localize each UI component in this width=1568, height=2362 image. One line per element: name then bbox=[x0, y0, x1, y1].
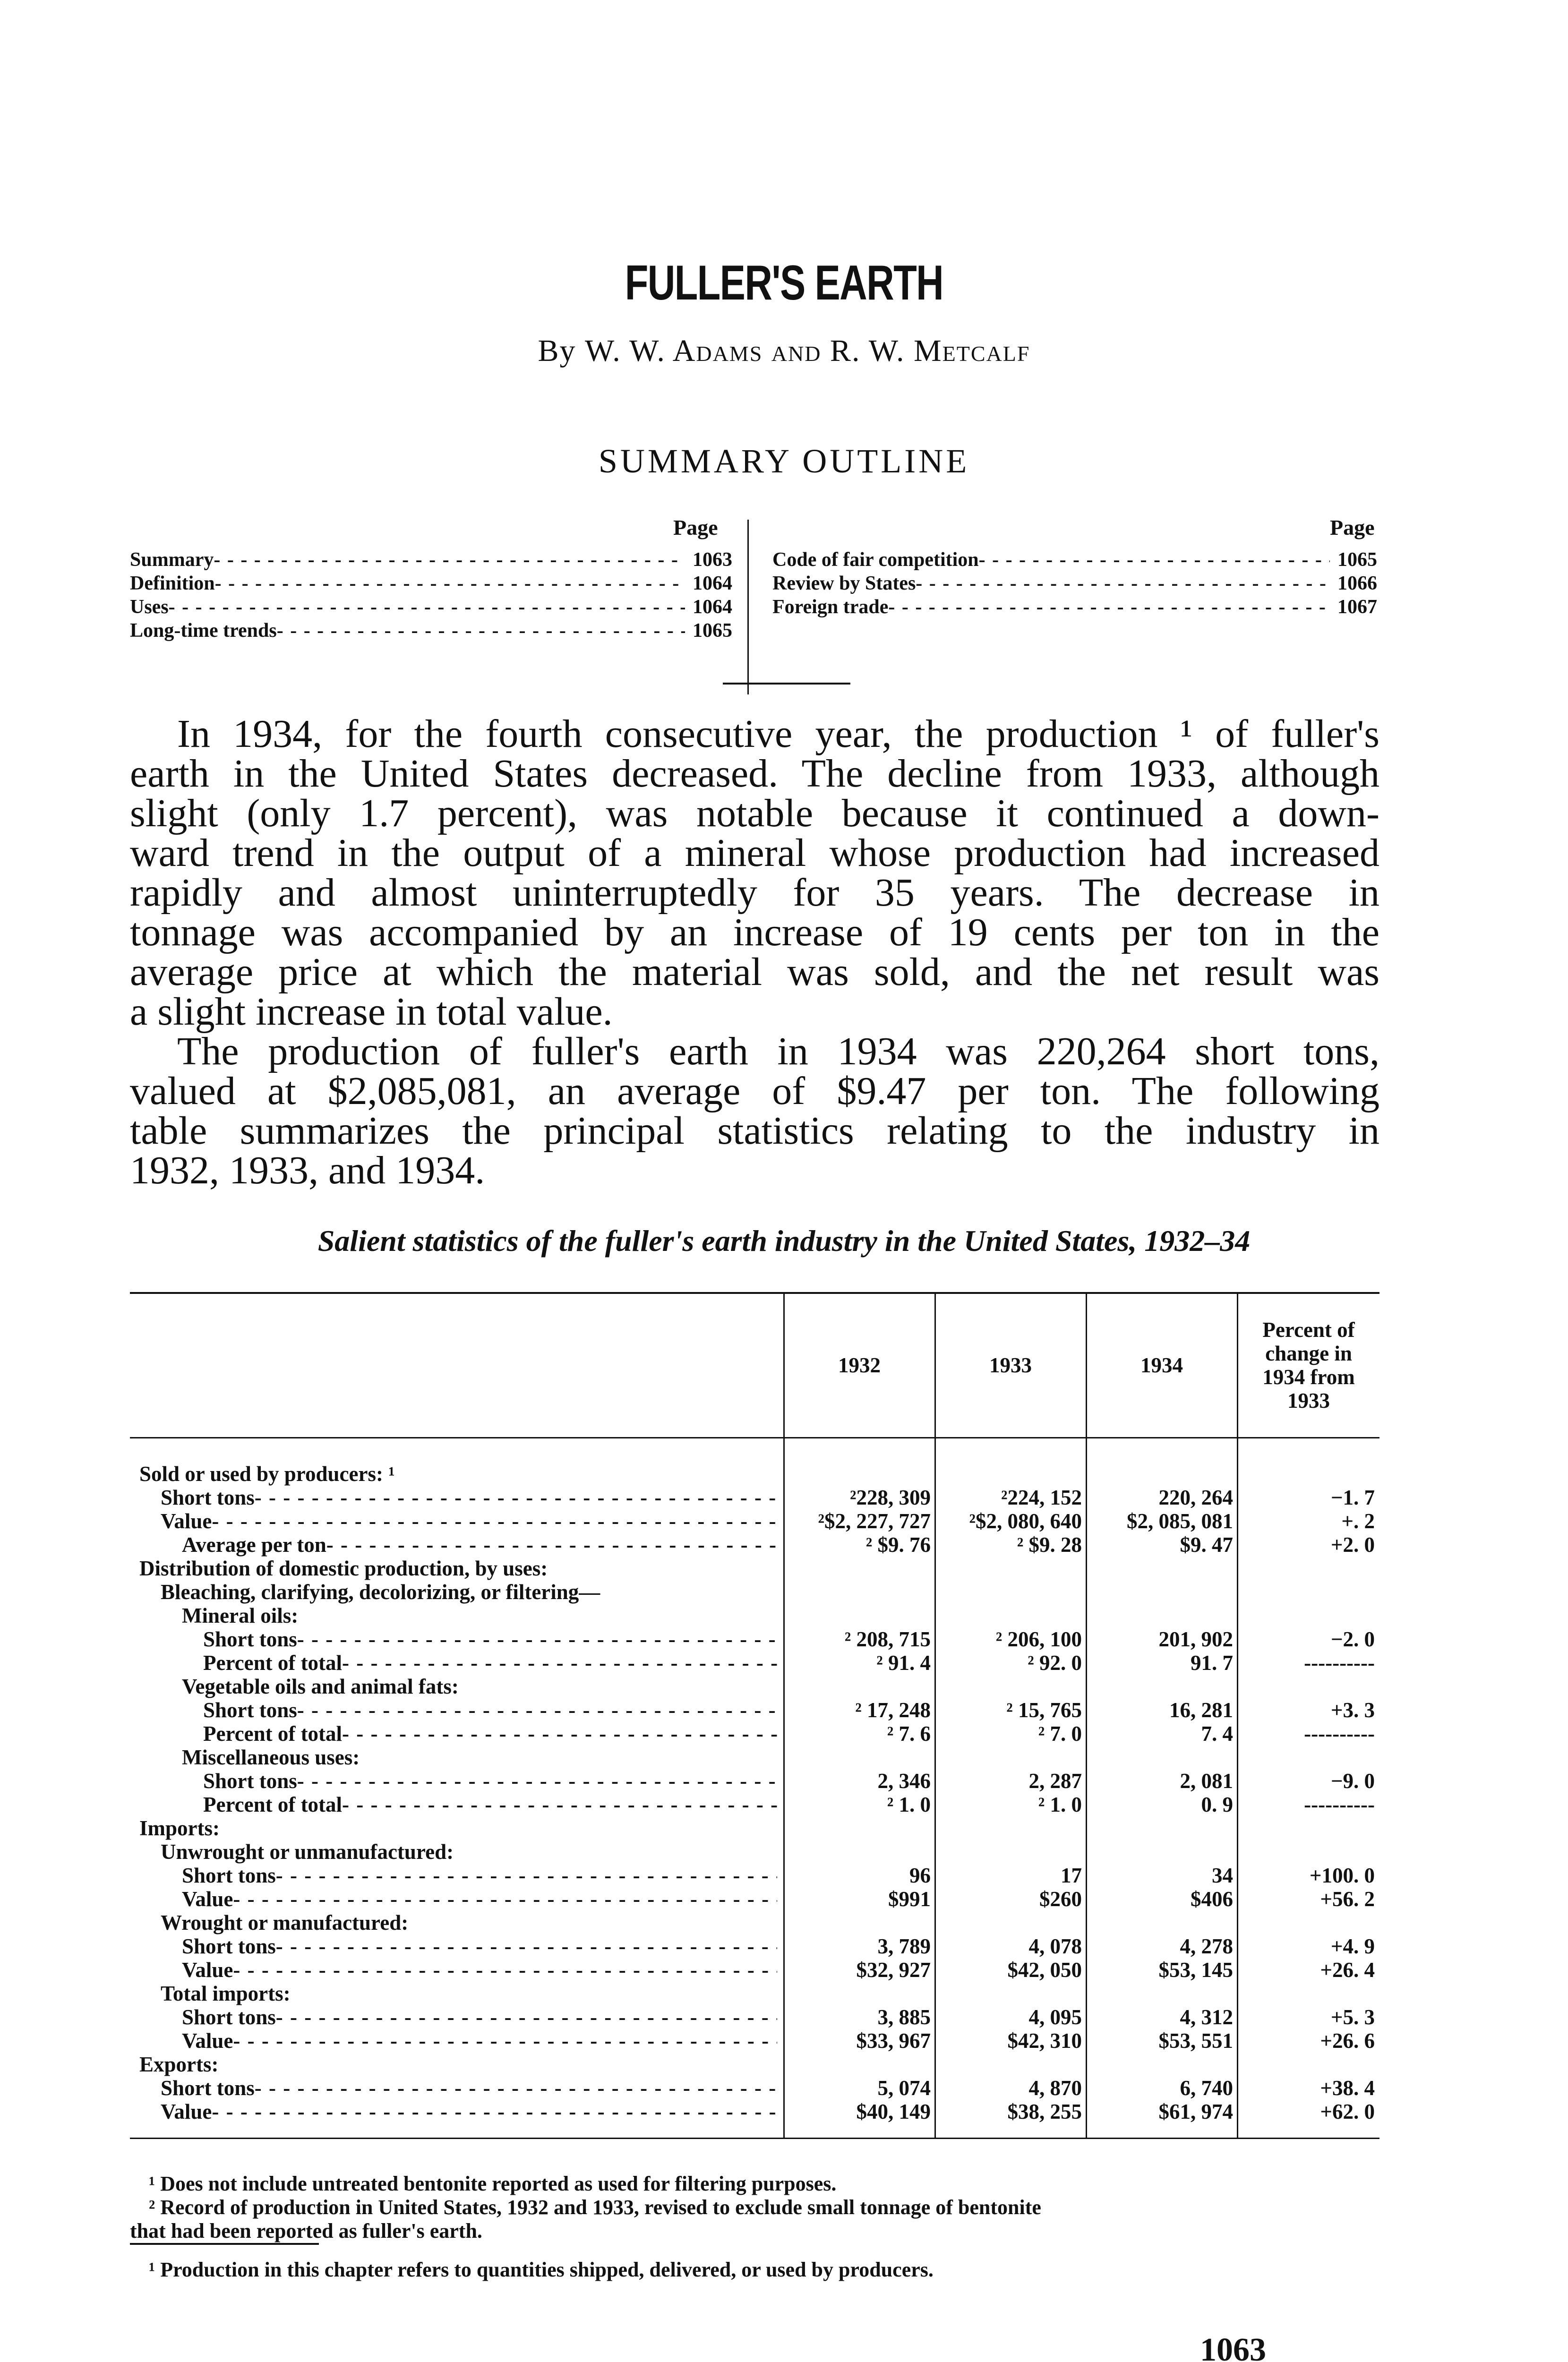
row-label bbox=[161, 1580, 777, 1604]
dot-leader bbox=[212, 1509, 777, 1533]
chapter-title: FULLER'S EARTH bbox=[625, 256, 943, 310]
table-cell: 2, 081 bbox=[1180, 1769, 1233, 1793]
row-label bbox=[203, 1698, 777, 1722]
table-cell: +2. 0 bbox=[1330, 1533, 1375, 1557]
row-label bbox=[182, 1864, 777, 1887]
paragraph-last-line: a slight increase in total value. bbox=[130, 990, 613, 1034]
dot-leader bbox=[342, 1793, 777, 1816]
separator-rule bbox=[723, 683, 850, 685]
table-cell: +4. 9 bbox=[1330, 1934, 1375, 1958]
paragraph-line: In 1934, for the fourth consecutive year, the production ¹ of fuller's bbox=[177, 712, 1379, 756]
table-cell: +. 2 bbox=[1341, 1509, 1375, 1533]
row-label-text: Value bbox=[182, 1958, 233, 1982]
table-cell: $9. 47 bbox=[1180, 1533, 1233, 1557]
table-cell: ²228, 309 bbox=[850, 1486, 931, 1509]
toc-entry[interactable] bbox=[772, 595, 1377, 619]
table-cell: 3, 789 bbox=[877, 1934, 931, 1958]
table-cell: 6, 740 bbox=[1180, 2076, 1233, 2100]
row-label-text: Short tons bbox=[182, 2005, 276, 2029]
toc-entry-page: 1065 bbox=[1337, 549, 1377, 571]
dot-leader bbox=[342, 1722, 777, 1746]
table-row bbox=[130, 2076, 1379, 2100]
toc-entry-label: Definition bbox=[130, 573, 215, 594]
row-label bbox=[203, 1769, 777, 1793]
toc-left-page-label: Page bbox=[673, 515, 718, 539]
table-cell: $40, 149 bbox=[856, 2100, 931, 2123]
row-label-text: Total imports: bbox=[161, 1982, 291, 2005]
table-cell: $406 bbox=[1191, 1887, 1233, 1911]
row-label-text: Short tons bbox=[203, 1769, 297, 1793]
row-label-text: Distribution of domestic production, by uses: bbox=[139, 1557, 548, 1580]
dot-leader bbox=[233, 1887, 777, 1911]
table-cell: ² 17, 248 bbox=[855, 1698, 931, 1722]
dot-leader bbox=[297, 1769, 777, 1793]
table-cell: −9. 0 bbox=[1330, 1769, 1375, 1793]
table-cell: $33, 967 bbox=[856, 2029, 931, 2053]
intro-paragraph-1 bbox=[130, 714, 1379, 1032]
table-cell: ---------- bbox=[1304, 1651, 1375, 1675]
table-row bbox=[130, 1864, 1379, 1887]
row-label-text: Miscellaneous uses: bbox=[182, 1746, 360, 1769]
table-cell: ²224, 152 bbox=[1001, 1486, 1082, 1509]
dot-leader bbox=[979, 548, 1330, 572]
table-cell: $53, 551 bbox=[1158, 2029, 1233, 2053]
row-label-text: Short tons bbox=[203, 1627, 297, 1651]
table-cell: 3, 885 bbox=[877, 2005, 931, 2029]
intro-paragraph-2 bbox=[130, 1029, 1379, 1192]
row-label-text: Average per ton bbox=[182, 1533, 326, 1557]
table-cell: 4, 078 bbox=[1028, 1934, 1082, 1958]
toc-entry[interactable] bbox=[130, 619, 732, 642]
row-label-text: Short tons bbox=[182, 1934, 276, 1958]
table-cell: +3. 3 bbox=[1330, 1698, 1375, 1722]
table-cell: 0. 9 bbox=[1201, 1793, 1233, 1816]
dot-leader bbox=[297, 1698, 777, 1722]
table-cell: $32, 927 bbox=[856, 1958, 931, 1982]
toc-entry[interactable] bbox=[130, 548, 732, 572]
dot-leader bbox=[342, 1651, 777, 1675]
toc-entry-label: Review by States bbox=[772, 573, 916, 594]
table-row bbox=[130, 2053, 1379, 2076]
table-footnotes bbox=[130, 2172, 1379, 2243]
table-cell: ² 92. 0 bbox=[1028, 1651, 1082, 1675]
dot-leader bbox=[215, 572, 685, 595]
paragraph-line: rapidly and almost uninterruptedly for 35 years. The decrease in bbox=[130, 871, 1379, 915]
table-cell: ² 206, 100 bbox=[995, 1627, 1082, 1651]
toc-entry[interactable] bbox=[772, 572, 1377, 595]
table-footnote-2: ² Record of production in United States, 1932 and 1933, revised to exclude small tonnage of bentonite bbox=[149, 2196, 1041, 2219]
row-label-text: Mineral oils: bbox=[182, 1604, 299, 1627]
row-label-text: Wrought or manufactured: bbox=[161, 1911, 409, 1934]
table-cell: −2. 0 bbox=[1330, 1627, 1375, 1651]
header-1932: 1932 bbox=[838, 1353, 881, 1377]
dot-leader bbox=[169, 595, 685, 619]
table-row bbox=[130, 1887, 1379, 1911]
dot-leader bbox=[276, 1864, 777, 1887]
table-cell: 2, 287 bbox=[1028, 1769, 1082, 1793]
byline-prefix: By bbox=[538, 334, 576, 368]
table-cell: +26. 6 bbox=[1320, 2029, 1375, 2053]
table-cell: ² $9. 28 bbox=[1017, 1533, 1082, 1557]
header-percent-line: 1933 bbox=[1287, 1389, 1330, 1412]
dot-leader bbox=[276, 2005, 777, 2029]
row-label-text: Exports: bbox=[139, 2053, 219, 2076]
table-footnote-1: ¹ Does not include untreated bentonite reported as used for filtering purposes. bbox=[149, 2172, 837, 2195]
row-label bbox=[182, 2005, 777, 2029]
table-cell: 2, 346 bbox=[877, 1769, 931, 1793]
dot-leader bbox=[233, 1958, 777, 1982]
row-label bbox=[161, 1509, 777, 1533]
table-row bbox=[130, 2100, 1379, 2123]
header-percent-line: change in bbox=[1265, 1342, 1352, 1365]
row-label bbox=[139, 2053, 777, 2076]
dot-leader bbox=[326, 1533, 777, 1557]
table-cell: +38. 4 bbox=[1320, 2076, 1375, 2100]
dot-leader bbox=[916, 572, 1330, 595]
row-label-text: Value bbox=[161, 1509, 212, 1533]
table-row bbox=[130, 1722, 1379, 1746]
table-cell: +5. 3 bbox=[1330, 2005, 1375, 2029]
table-cell: 4, 312 bbox=[1180, 2005, 1233, 2029]
table-cell: ²$2, 080, 640 bbox=[969, 1509, 1082, 1533]
paragraph-line: earth in the United States decreased. The decline from 1933, although bbox=[130, 752, 1379, 796]
table-footnote-2-cont: that had been reported as fuller's earth. bbox=[130, 2219, 482, 2242]
paragraph-last-line: 1932, 1933, and 1934. bbox=[130, 1148, 485, 1192]
toc-entry-page: 1065 bbox=[693, 620, 732, 642]
table-cell: $61, 974 bbox=[1158, 2100, 1233, 2123]
table-cell: 91. 7 bbox=[1191, 1651, 1233, 1675]
table-cell: ---------- bbox=[1304, 1722, 1375, 1746]
row-label bbox=[203, 1651, 777, 1675]
dot-leader bbox=[255, 2076, 777, 2100]
table-cell: 5, 074 bbox=[877, 2076, 931, 2100]
row-label-text: Short tons bbox=[182, 1864, 276, 1887]
row-label bbox=[182, 1533, 777, 1557]
row-label bbox=[161, 1911, 777, 1934]
table-cell: +56. 2 bbox=[1320, 1887, 1375, 1911]
table-cell: ² 208, 715 bbox=[844, 1627, 931, 1651]
table-cell: ---------- bbox=[1304, 1793, 1375, 1816]
paragraph-line: tonnage was accompanied by an increase of 19 cents per ton in the bbox=[130, 910, 1379, 954]
table-cell: 96 bbox=[909, 1864, 931, 1887]
footnote-rule bbox=[130, 2243, 319, 2245]
row-label bbox=[139, 1462, 777, 1486]
paragraph-line: valued at $2,085,081, an average of $9.47 per ton. The following bbox=[130, 1069, 1379, 1113]
toc-entry[interactable] bbox=[130, 572, 732, 595]
table-cell: 220, 264 bbox=[1158, 1486, 1233, 1509]
table-row bbox=[130, 1651, 1379, 1675]
table-row bbox=[130, 1462, 1379, 1486]
table-row bbox=[130, 1958, 1379, 1982]
table-cell: +62. 0 bbox=[1320, 2100, 1375, 2123]
row-label bbox=[139, 1557, 777, 1580]
row-label-text: Value bbox=[182, 1887, 233, 1911]
row-label bbox=[182, 1604, 777, 1627]
table-cell: $991 bbox=[888, 1887, 931, 1911]
row-label bbox=[182, 1934, 777, 1958]
header-percent-change bbox=[1238, 1318, 1379, 1412]
toc-entry-page: 1064 bbox=[693, 573, 732, 594]
table-cell: 17 bbox=[1061, 1864, 1082, 1887]
paragraph-line: table summarizes the principal statistics relating to the industry in bbox=[130, 1109, 1379, 1153]
table-row bbox=[130, 1509, 1379, 1533]
header-1933: 1933 bbox=[989, 1353, 1032, 1377]
row-label bbox=[139, 1816, 777, 1840]
table-row bbox=[130, 1580, 1379, 1604]
toc-right-page-label: Page bbox=[1330, 515, 1375, 539]
summary-outline-heading: SUMMARY OUTLINE bbox=[598, 442, 970, 480]
table-row bbox=[130, 1840, 1379, 1864]
table-cell: ² 15, 765 bbox=[1006, 1698, 1082, 1722]
dot-leader bbox=[214, 548, 685, 572]
row-label bbox=[182, 1675, 777, 1698]
table-cell: $53, 145 bbox=[1158, 1958, 1233, 1982]
table-row bbox=[130, 1486, 1379, 1509]
dot-leader bbox=[888, 595, 1330, 619]
table-row bbox=[130, 1698, 1379, 1722]
row-label-text: Imports: bbox=[139, 1816, 220, 1840]
dot-leader bbox=[277, 619, 685, 642]
row-label bbox=[161, 1486, 777, 1509]
table-row bbox=[130, 1627, 1379, 1651]
table-cell: 4, 278 bbox=[1180, 1934, 1233, 1958]
row-label-text: Short tons bbox=[161, 2076, 255, 2100]
table-top-rule bbox=[130, 1292, 1379, 1294]
table-bottom-rule bbox=[130, 2138, 1379, 2139]
table-row bbox=[130, 1911, 1379, 1934]
toc-entry-page: 1063 bbox=[693, 549, 732, 571]
toc-entry-page: 1064 bbox=[693, 596, 732, 618]
table-cell: 4, 870 bbox=[1028, 2076, 1082, 2100]
byline-authors: W. W. Adams and R. W. Metcalf bbox=[585, 334, 1030, 368]
table-cell: ² 7. 0 bbox=[1038, 1722, 1082, 1746]
table-row bbox=[130, 1769, 1379, 1793]
paragraph-line: slight (only 1.7 percent), was notable because it continued a down- bbox=[130, 791, 1379, 835]
table-cell: ² 7. 6 bbox=[887, 1722, 931, 1746]
header-1934: 1934 bbox=[1140, 1353, 1183, 1377]
row-label-text: Vegetable oils and animal fats: bbox=[182, 1675, 459, 1698]
table-row bbox=[130, 1604, 1379, 1627]
table-cell: 7. 4 bbox=[1201, 1722, 1233, 1746]
table-cell: $42, 310 bbox=[1007, 2029, 1082, 2053]
toc-entry-label: Summary bbox=[130, 549, 214, 571]
paragraph-line: ward trend in the output of a mineral whose production had increased bbox=[130, 831, 1379, 875]
row-label bbox=[182, 1887, 777, 1911]
header-percent-line: 1934 from bbox=[1262, 1365, 1355, 1389]
row-label-text: Unwrought or unmanufactured: bbox=[161, 1840, 454, 1864]
dot-leader bbox=[297, 1627, 777, 1651]
table-row bbox=[130, 1816, 1379, 1840]
table-header-rule bbox=[130, 1437, 1379, 1438]
row-label-text: Value bbox=[182, 2029, 233, 2053]
table-cell: ² 1. 0 bbox=[887, 1793, 931, 1816]
table-cell: ² $9. 76 bbox=[865, 1533, 931, 1557]
toc-entry[interactable] bbox=[772, 548, 1377, 572]
row-label bbox=[182, 2029, 777, 2053]
row-label bbox=[161, 1840, 777, 1864]
table-cell: +100. 0 bbox=[1309, 1864, 1375, 1887]
toc-entry-label: Code of fair competition bbox=[772, 549, 979, 571]
table-row bbox=[130, 2029, 1379, 2053]
row-label-text: Value bbox=[161, 2100, 212, 2123]
table-cell: ² 1. 0 bbox=[1038, 1793, 1082, 1816]
table-row bbox=[130, 1675, 1379, 1698]
toc-entry-page: 1067 bbox=[1337, 596, 1377, 618]
dot-leader bbox=[212, 2100, 777, 2123]
row-label-text: Sold or used by producers: ¹ bbox=[139, 1462, 395, 1486]
row-label bbox=[203, 1793, 777, 1816]
table-row bbox=[130, 1934, 1379, 1958]
table-row bbox=[130, 1533, 1379, 1557]
row-label bbox=[182, 1958, 777, 1982]
row-label-text: Percent of total bbox=[203, 1722, 343, 1746]
table-caption: Salient statistics of the fuller's earth industry in the United States, 1932–34 bbox=[317, 1224, 1251, 1258]
page-footnote: ¹ Production in this chapter refers to quantities shipped, delivered, or used by producers. bbox=[149, 2258, 934, 2281]
table-cell: 4, 095 bbox=[1028, 2005, 1082, 2029]
table-cell: $2, 085, 081 bbox=[1127, 1509, 1233, 1533]
toc-divider bbox=[747, 520, 749, 694]
table-cell: $260 bbox=[1039, 1887, 1082, 1911]
table-row bbox=[130, 1793, 1379, 1816]
paragraph-line: average price at which the material was sold, and the net result was bbox=[130, 950, 1379, 994]
row-label bbox=[161, 2100, 777, 2123]
table-cell: $38, 255 bbox=[1007, 2100, 1082, 2123]
row-label-text: Bleaching, clarifying, decolorizing, or filtering— bbox=[161, 1580, 600, 1604]
dot-leader bbox=[233, 2029, 777, 2053]
table-row bbox=[130, 1557, 1379, 1580]
table-cell: $42, 050 bbox=[1007, 1958, 1082, 1982]
toc-entry[interactable] bbox=[130, 595, 732, 619]
table-cell: 16, 281 bbox=[1169, 1698, 1233, 1722]
toc-entry-label: Long-time trends bbox=[130, 620, 277, 642]
byline bbox=[0, 333, 1568, 369]
table-cell: −1. 7 bbox=[1330, 1486, 1375, 1509]
row-label bbox=[182, 1746, 777, 1769]
row-label bbox=[161, 1982, 777, 2005]
row-label bbox=[161, 2076, 777, 2100]
row-label-text: Short tons bbox=[203, 1698, 297, 1722]
table-row bbox=[130, 1982, 1379, 2005]
toc-entry-label: Foreign trade bbox=[772, 596, 889, 618]
table-cell: 201, 902 bbox=[1158, 1627, 1233, 1651]
dot-leader bbox=[255, 1486, 777, 1509]
table-cell: +26. 4 bbox=[1320, 1958, 1375, 1982]
table-cell: 34 bbox=[1212, 1864, 1233, 1887]
toc-entry-page: 1066 bbox=[1337, 573, 1377, 594]
dot-leader bbox=[276, 1934, 777, 1958]
paragraph-line: The production of fuller's earth in 1934 was 220,264 short tons, bbox=[177, 1029, 1379, 1073]
table-cell: ² 91. 4 bbox=[876, 1651, 931, 1675]
row-label-text: Percent of total bbox=[203, 1793, 343, 1816]
table-cell: ²$2, 227, 727 bbox=[818, 1509, 931, 1533]
row-label bbox=[203, 1722, 777, 1746]
row-label bbox=[203, 1627, 777, 1651]
row-label-text: Percent of total bbox=[203, 1651, 343, 1675]
row-label-text: Short tons bbox=[161, 1486, 255, 1509]
table-row bbox=[130, 2005, 1379, 2029]
toc-entry-label: Uses bbox=[130, 596, 169, 618]
page-number: 1063 bbox=[1200, 2332, 1266, 2362]
table-row bbox=[130, 1746, 1379, 1769]
header-percent-line: Percent of bbox=[1262, 1318, 1355, 1342]
